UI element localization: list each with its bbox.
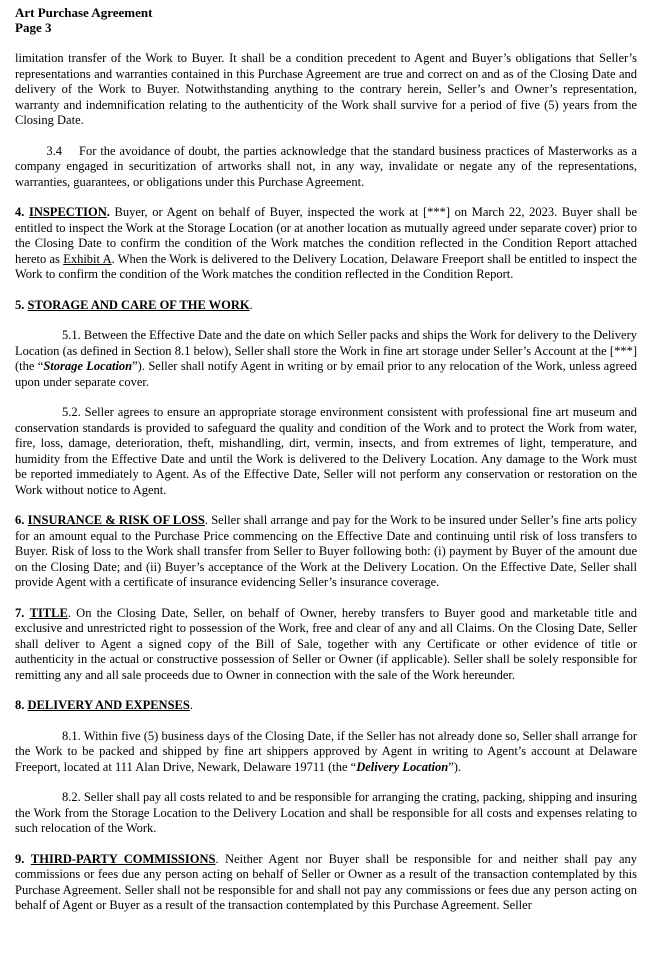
section-7-text: . On the Closing Date, Seller, on behalf of Owner, hereby transfers to Buyer good and marketable title and exclusive and unrestricted right to possession of the Work, free and clear of any and all Claims. On the Closing Date, Seller shall deliver to Agent a signed copy of the Bill of Sale, together with any Certificate or other evidence of title or authenticity in the actual or constructive possession of Seller or Owner (if applicable). Seller shall be solely responsible for remitting any and all sale proceeds due to Owner in connection with the sale of the Work hereunder. [15, 605, 638, 682]
delivery-location-term: Delivery Location [356, 759, 449, 774]
section-5-heading: STORAGE AND CARE OF THE WORK [27, 297, 250, 312]
section-3-4-text: For the avoidance of doubt, the parties acknowledge that the standard business practices of Masterworks as a company engaged in securitization of artworks shall not, in any way, invalidate or negate any of the representations, warranties, guarantees, or obligations under this Purchase Agreement. [15, 143, 637, 189]
section-5-period: . [249, 297, 253, 312]
section-6-heading: INSURANCE & RISK OF LOSS [27, 513, 205, 527]
section-8-heading-line [15, 698, 637, 714]
section-4-number: 4. [15, 205, 25, 219]
section-4 [15, 205, 637, 283]
section-5-number: 5. [15, 297, 25, 312]
section-8-1-text-b: ”). [448, 759, 462, 774]
storage-location-term: Storage Location [43, 359, 133, 373]
section-4-heading-period: . [106, 205, 110, 219]
section-9-heading: THIRD-PARTY COMMISSIONS [30, 851, 216, 866]
section-7-number: 7. [15, 605, 25, 620]
section-3-4 [15, 144, 637, 191]
paragraph-continuation: limitation transfer of the Work to Buyer. It shall be a condition precedent to Agent and Buyer’s obligations that Seller’s representations and warranties contained in this Purchase Agreement are true and correct on and as of the Closing Date and delivery of the Work to Buyer. Notwithstanding anything to the contrary herein, Seller’s and Owner’s representation, warranty and indemnification relating to the authenticity of the Work shall survive for a period of five (5) years from the Closing Date. [15, 51, 637, 127]
section-6-number: 6. [15, 513, 25, 527]
section-3-4-number: 3.4 [46, 143, 62, 158]
section-8-heading: DELIVERY AND EXPENSES [27, 698, 190, 712]
page-number: Page 3 [15, 20, 52, 35]
section-5-1-text-b: ”). Seller shall notify Agent in writing or by email prior to any relocation of the Work, unless agreed upon under separate cover. [15, 359, 637, 389]
section-4-text-a: Buyer, or Agent on behalf of Buyer, inspected the work at [***] on March 22, 2023. Buyer shall be entitled to inspect the Work at the Storage Location (or at another location as mutually agreed under separate cover) prior to the Closing Date to confirm the condition of the Work matches the condition reflected in the Condition Report attached hereto as [15, 205, 637, 266]
section-9 [15, 852, 637, 914]
section-8-2: 8.2. Seller shall pay all costs related to and be responsible for arranging the crating, packing, shipping and insuring the Work from the Storage Location to the Delivery Location and shall be responsible for all costs and expenses relating to such relocation of the Work. [15, 790, 637, 835]
section-5-1 [15, 328, 637, 390]
section-9-number: 9. [15, 851, 25, 866]
section-4-heading: INSPECTION [28, 205, 107, 219]
section-5-2: 5.2. Seller agrees to ensure an appropriate storage environment consistent with professional fine art museum and conservation standards is provided to safeguard the quality and condition of the Work and to protect the Work from water, fire, loss, damage, deterioration, theft, mishandling, dirt, vermin, insects, and from extremes of light, temperature, and humidity from the Effective Date and until the Work is delivered to the Delivery Location. Any damage to the Work must be reported immediately to Agent. As of the Effective Date, Seller will not perform any conservation or restoration on the Work without notice to Agent. [15, 405, 637, 497]
section-7 [15, 606, 637, 684]
section-6 [15, 513, 637, 591]
section-7-heading: TITLE [29, 605, 68, 620]
section-6-text: . Seller shall arrange and pay for the Work to be insured under Seller’s fine arts policy for an amount equal to the Purchase Price commencing on the Effective Date and continuing until risk of loss transfers to Buyer. Risk of loss to the Work shall transfer from Seller to Buyer following both: (i) payment by Buyer of the amount due on the Closing Date; and (ii) Buyer’s acceptance of the Work at the Delivery Location. On the Effective Date, Seller shall provide Agent with a certificate of insurance evidencing Seller’s insurance coverage. [15, 513, 638, 589]
section-8-1 [15, 729, 637, 776]
section-8-number: 8. [15, 698, 25, 712]
document-page [15, 5, 637, 914]
section-8-period: . [189, 698, 193, 712]
exhibit-a-reference: Exhibit A [63, 251, 112, 266]
section-9-text: . Neither Agent nor Buyer shall be responsible for and neither shall pay any commissions or fees due any person acting on behalf of Seller or Owner as a result of the transaction contemplated by this Purchase Agreement. Seller shall not be responsible for and shall not pay any commissions or fees due any person acting on behalf of Agent or Buyer as a result of the transaction contemplated by this Purchase Agreement. Seller [15, 851, 637, 912]
section-4-text-b: . When the Work is delivered to the Delivery Location, Delaware Freeport shall be entitled to inspect the Work to confirm the condition of the Work matches the condition reflected in the Condition Report. [15, 251, 637, 281]
section-8-1-text-a: 8.1. Within five (5) business days of the Closing Date, if the Seller has not already done so, Seller shall arrange for the Work to be packed and shipped by fine art shippers approved by Agent in writing to Agent’s account at Delaware Freeport, located at 111 Alan Drive, Newark, Delaware 19711 (the “ [15, 728, 637, 774]
section-5-1-text-a: 5.1. Between the Effective Date and the date on which Seller packs and ships the Work for delivery to the Delivery Location (as defined in Section 8.1 below), Seller shall store the Work in fine art storage under Seller’s Account at the [***] (the “ [15, 328, 637, 373]
document-title: Art Purchase Agreement [15, 5, 153, 20]
section-5-heading-line [15, 298, 637, 314]
